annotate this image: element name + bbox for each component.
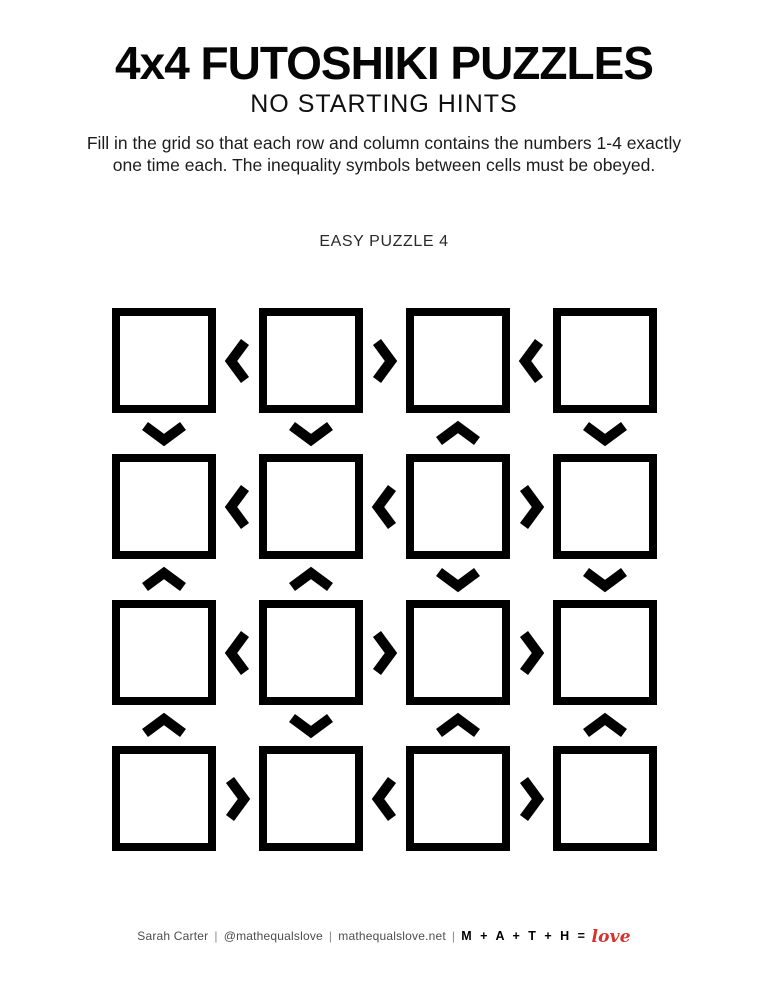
less-than-icon xyxy=(510,308,553,413)
greater-than-icon xyxy=(216,746,259,851)
instructions xyxy=(0,132,768,176)
grid-cell-r3c4[interactable] xyxy=(553,600,657,705)
less-than-icon xyxy=(363,746,406,851)
grid-cell-r2c3[interactable] xyxy=(406,454,510,559)
chevron-down-icon xyxy=(112,413,216,454)
instructions-line1: Fill in the grid so that each row and column contains the numbers 1-4 exactly xyxy=(86,133,682,153)
grid-cell-r3c1[interactable] xyxy=(112,600,216,705)
instructions-line2: one time each. The inequality symbols between cells must be obeyed. xyxy=(112,155,656,175)
chevron-up-icon xyxy=(406,413,510,454)
puzzle-label: EASY PUZZLE 4 xyxy=(319,233,449,250)
footer-separator: | xyxy=(214,929,218,943)
grid-cell-r3c3[interactable] xyxy=(406,600,510,705)
futoshiki-grid xyxy=(0,308,768,851)
chevron-up-icon xyxy=(553,705,657,746)
grid-cell-r1c4[interactable] xyxy=(553,308,657,413)
footer-separator: | xyxy=(451,929,456,943)
footer-separator: | xyxy=(328,929,333,943)
chevron-down-icon xyxy=(553,559,657,600)
chevron-down-icon xyxy=(406,559,510,600)
footer-credit: Sarah Carter xyxy=(137,929,209,943)
grid-cell-r1c3[interactable] xyxy=(406,308,510,413)
greater-than-icon xyxy=(510,600,553,705)
footer xyxy=(0,927,768,947)
chevron-up-icon xyxy=(406,705,510,746)
grid-cell-r4c2[interactable] xyxy=(259,746,363,851)
chevron-down-icon xyxy=(259,413,363,454)
grid-cell-r4c3[interactable] xyxy=(406,746,510,851)
chevron-up-icon xyxy=(112,559,216,600)
greater-than-icon xyxy=(510,746,553,851)
page-title: 4x4 FUTOSHIKI PUZZLES xyxy=(115,37,653,89)
grid-cell-r2c2[interactable] xyxy=(259,454,363,559)
grid-cell-r1c2[interactable] xyxy=(259,308,363,413)
less-than-icon xyxy=(216,600,259,705)
chevron-up-icon xyxy=(112,705,216,746)
chevron-down-icon xyxy=(259,705,363,746)
grid-cell-r3c2[interactable] xyxy=(259,600,363,705)
greater-than-icon xyxy=(363,308,406,413)
footer-brand-math: M + A + T + H = xyxy=(461,929,588,943)
footer-brand-love-script: love xyxy=(591,927,631,947)
less-than-icon xyxy=(363,454,406,559)
page-subtitle: NO STARTING HINTS xyxy=(250,90,518,118)
grid-cell-r2c4[interactable] xyxy=(553,454,657,559)
greater-than-icon xyxy=(510,454,553,559)
chevron-down-icon xyxy=(553,413,657,454)
less-than-icon xyxy=(216,308,259,413)
footer-handle: @mathequalslove xyxy=(223,929,323,943)
grid-cell-r2c1[interactable] xyxy=(112,454,216,559)
greater-than-icon xyxy=(363,600,406,705)
grid-cell-r4c1[interactable] xyxy=(112,746,216,851)
grid-cell-r4c4[interactable] xyxy=(553,746,657,851)
grid-cell-r1c1[interactable] xyxy=(112,308,216,413)
less-than-icon xyxy=(216,454,259,559)
footer-website: mathequalslove.net xyxy=(338,929,446,943)
chevron-up-icon xyxy=(259,559,363,600)
